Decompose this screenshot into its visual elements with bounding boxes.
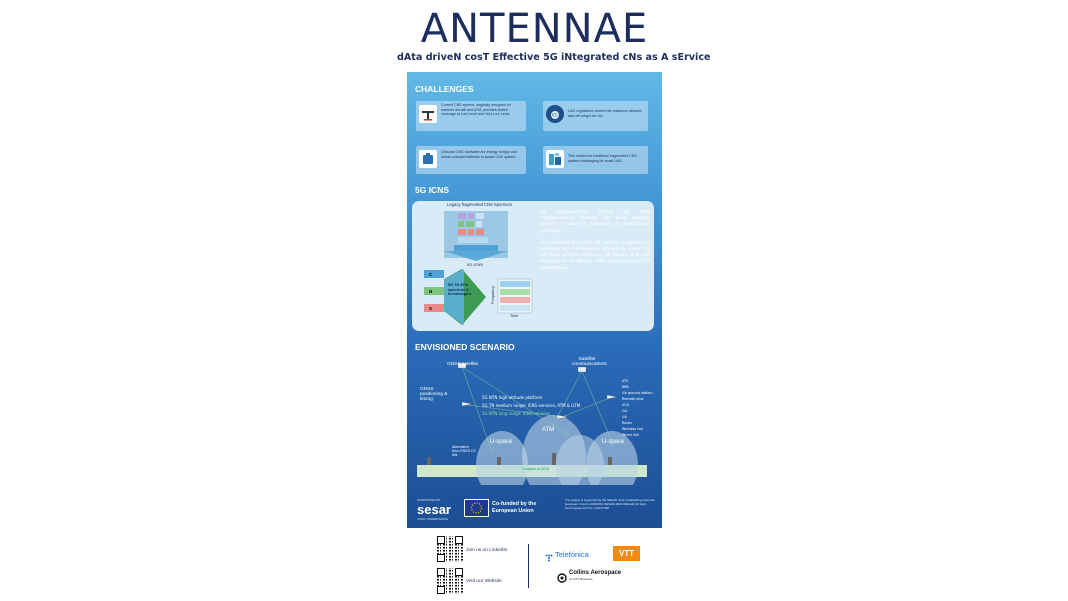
eu-cofunded: Co-funded by the European Union — [492, 501, 537, 514]
website-qr-icon[interactable] — [437, 568, 463, 594]
collins-logo-icon — [557, 570, 567, 580]
uspace-right-label: U-space — [602, 439, 625, 445]
svg-text:UA: UA — [622, 415, 627, 419]
svg-text:Wireless link: Wireless link — [622, 427, 644, 431]
icns-paragraph-1: 5G Integrated-CNS (ICNS) will bring interdependency between the three separate domains to take full advantage of cross-domain synergies. — [540, 209, 650, 233]
scenario-diagram — [412, 357, 654, 485]
ground-bar-label: U-space to ATM — [522, 467, 549, 471]
challenge-text-4: This makes the traditional fragmented CNS system challenging for small UAS. — [568, 154, 637, 163]
vtt-logo: VTT — [613, 546, 640, 561]
gnss-label: GNSS satellite — [447, 362, 479, 367]
svg-text:KG: KG — [552, 112, 558, 118]
svg-text:5G NTN long range: ICNS servic: 5G NTN long range: ICNS services — [482, 411, 550, 416]
sesar-sub: JOINT UNDERTAKING — [417, 517, 449, 521]
linkedin-link[interactable]: Join us on LinkedIn — [466, 548, 508, 553]
challenge-card-3 — [416, 146, 526, 174]
footer — [407, 532, 662, 601]
poster — [397, 0, 711, 601]
challenge-text-1: Current CNS system, originally designed for manned aircraft and ATM, provides limited coverage at Low Level and Very Low Level. — [441, 103, 511, 117]
sesar-logo: sesar — [417, 502, 451, 517]
weight-icon — [546, 105, 564, 123]
freq-label: Frequency — [490, 286, 495, 304]
atm-label: ATM — [542, 427, 555, 433]
battery-icon — [419, 150, 437, 168]
challenges-heading: CHALLENGES — [415, 84, 474, 94]
scenario-heading: ENVISIONED SCENARIO — [415, 342, 515, 352]
eu-flag-icon — [464, 499, 489, 517]
arrow-text: 5G TN ATM spectrum & technologies — [448, 283, 472, 297]
poster-subtitle: dAta driveN cosT Effective 5G iNtegrated cNs as A sErvice — [397, 52, 711, 63]
telefonica-logo-icon — [545, 549, 553, 557]
alt-link-label: Alternative Non-GNSS C2 link — [452, 445, 476, 457]
svg-text:Wired link: Wired link — [622, 433, 639, 437]
collins-sub: An RTX Business — [569, 577, 593, 581]
satcom-label: Satellite communications — [572, 357, 607, 367]
gnss-note: GNSS positioning & timing — [420, 387, 448, 402]
spectrum-label: Legacy fragmented CNS Spectrum — [447, 202, 512, 207]
letter-s: S — [429, 306, 433, 311]
sesar-supported: SUPPORTED BY — [417, 498, 441, 502]
challenge-card-2 — [543, 101, 648, 131]
legend-ats: ATS — [622, 379, 629, 383]
svg-text:5G NTN high-altitude platform: 5G NTN high-altitude platform — [482, 395, 543, 400]
scenario-illustration — [412, 357, 654, 485]
collins-logo: Collins Aerospace — [569, 570, 622, 576]
footer-divider — [528, 544, 529, 588]
fragment-icon — [546, 150, 564, 168]
linkedin-qr-icon[interactable] — [437, 536, 463, 562]
svg-text:5G TN medium range: ICNS servi: 5G TN medium range: ICNS services, ATM & UTM — [482, 403, 581, 408]
icns-paragraph-2: The ANTENNAE project will consider integration of terrestrial and non-terrestrial networks to deliver the full range of CNS services to all classes of aircraft operating at low altitude, while supporting key ATM stakeholders. — [540, 239, 650, 270]
challenge-card-1 — [416, 101, 526, 131]
svg-text:GA: GA — [622, 409, 627, 413]
challenge-text-2: UAS regulations restrict the maximum allowed take-off weight for UA. — [568, 109, 642, 118]
uspace-left-label: U-space — [490, 439, 513, 445]
letter-c: C — [429, 272, 433, 277]
funding-row — [407, 495, 662, 525]
icns-description — [540, 209, 650, 277]
svg-text:Remote pilot: Remote pilot — [622, 397, 644, 401]
funding-note: The project is supported by the SESAR Joint Undertaking under the European Union's HORIZON-SESAR-2023-DES-ER-02 topic. Grant Agreement No. 101167288. — [565, 498, 655, 510]
svg-text:VCA: VCA — [622, 403, 630, 407]
icns-diagram — [414, 207, 539, 332]
svg-text:UA ground station: UA ground station — [622, 391, 653, 395]
telefonica-logo: Telefónica — [555, 550, 589, 559]
content-panel — [407, 72, 662, 528]
letter-n: N — [429, 289, 433, 294]
icns-label: 5G ICNS — [467, 262, 484, 267]
website-link[interactable]: Visit our Website — [466, 579, 502, 584]
time-label: Time — [510, 314, 519, 318]
svg-text:NPA: NPA — [622, 385, 629, 389]
challenge-text-3: Onboard CNS hardware are energy hungry and needs onboard batteries to power CNS system. — [441, 150, 517, 159]
poster-title: ANTENNAE — [420, 6, 649, 52]
challenge-card-4 — [543, 146, 648, 174]
icns-heading: 5G ICNS — [415, 185, 450, 195]
drone-icon — [419, 105, 437, 123]
svg-text:Radar: Radar — [622, 421, 632, 425]
